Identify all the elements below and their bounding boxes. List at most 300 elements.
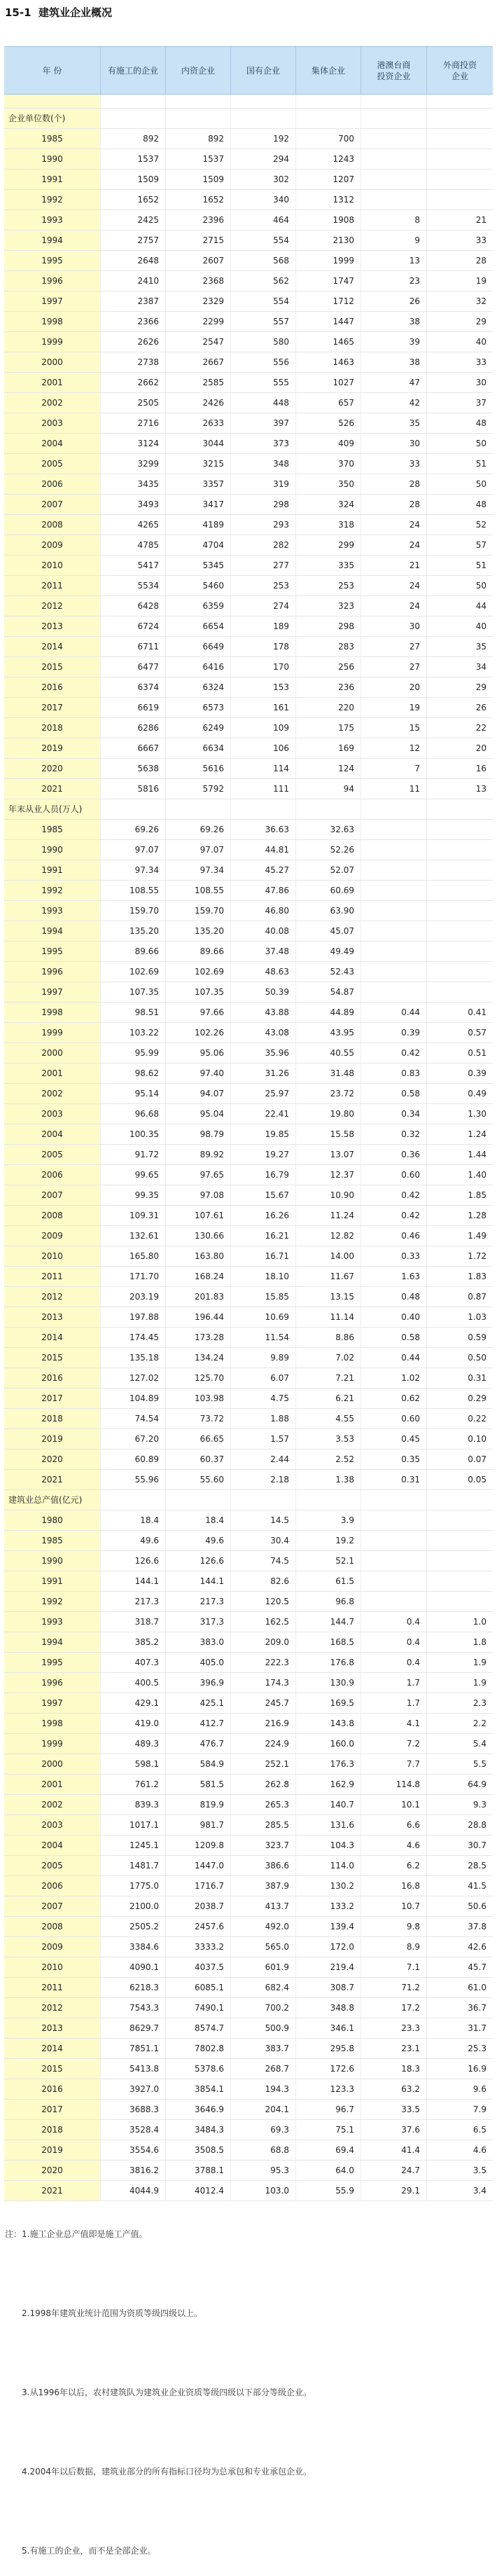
hmt-cell [361, 170, 427, 189]
empty-cell [166, 95, 231, 108]
total-cell: 4090.1 [101, 1957, 166, 1977]
state-owned-cell: 40.08 [231, 921, 296, 941]
foreign-cell: 0.29 [468, 1393, 486, 1403]
state-owned-cell: 448 [231, 393, 296, 413]
state-owned-cell: 302 [231, 170, 296, 189]
foreign-cell: 25.3 [468, 2044, 486, 2053]
state-owned-cell: 383.7 [231, 2039, 296, 2058]
total-cell: 4265 [101, 515, 166, 535]
note-item: 2.1998年建筑业统计范围为资质等级四级以上。 [22, 2308, 202, 2318]
foreign-cell: 9.6 [472, 2084, 486, 2094]
year-cell: 2018 [4, 718, 101, 738]
collective-cell: 14.00 [296, 1246, 361, 1266]
year-cell: 2021 [4, 1470, 101, 1489]
state-owned-cell: 224.9 [231, 1734, 296, 1754]
foreign-cell: 0.51 [468, 1048, 486, 1058]
foreign-cell: 0.57 [468, 1028, 486, 1038]
hmt-cell [361, 982, 427, 1002]
hmt-cell: 23.3 [361, 2018, 427, 2038]
hmt-cell: 7.1 [361, 1957, 427, 1977]
total-cell: 761.2 [101, 1775, 166, 1794]
table-row [4, 698, 493, 718]
table-row [4, 312, 493, 332]
hmt-cell [361, 129, 427, 149]
domestic-cell: 425.1 [166, 1693, 231, 1713]
foreign-cell: 1.30 [468, 1109, 486, 1119]
state-owned-cell: 15.67 [231, 1185, 296, 1205]
collective-cell: 52.43 [296, 962, 361, 982]
total-cell: 98.51 [101, 1003, 166, 1022]
domestic-cell: 2426 [166, 393, 231, 413]
foreign-cell: 1.03 [468, 1312, 486, 1322]
total-cell: 2738 [101, 352, 166, 372]
collective-cell: 104.3 [296, 1835, 361, 1855]
foreign-cell: 5.5 [472, 1759, 486, 1769]
table-row [4, 1003, 493, 1023]
hmt-cell [361, 1531, 427, 1550]
hmt-cell: 0.60 [361, 1165, 427, 1185]
foreign-cell [427, 901, 493, 921]
table-row [4, 230, 493, 251]
domestic-cell: 2457.6 [166, 1917, 231, 1936]
empty-cell [427, 109, 493, 128]
foreign-cell: 61.0 [468, 1983, 486, 1992]
year-cell: 2006 [4, 1165, 101, 1185]
domestic-cell: 5792 [166, 779, 231, 799]
notes [5, 2228, 492, 2561]
domestic-cell: 6085.1 [166, 1978, 231, 1997]
foreign-cell [427, 820, 493, 839]
state-owned-cell: 293 [231, 515, 296, 535]
domestic-cell: 5378.6 [166, 2059, 231, 2079]
foreign-cell: 0.87 [468, 1292, 486, 1302]
hmt-cell: 114.8 [361, 1775, 427, 1794]
section-label: 建筑业总产值(亿元) [4, 1490, 101, 1510]
table-row [4, 1287, 493, 1307]
year-cell: 2009 [4, 1937, 101, 1957]
empty-cell [166, 799, 231, 819]
state-owned-cell: 103.0 [231, 2181, 296, 2200]
empty-cell [101, 799, 166, 819]
total-cell: 197.88 [101, 1307, 166, 1327]
hmt-cell: 8 [361, 210, 427, 230]
hmt-cell [361, 942, 427, 961]
collective-cell: 143.8 [296, 1714, 361, 1733]
section-row [4, 109, 493, 129]
foreign-cell: 51 [475, 459, 486, 469]
empty-cell [231, 799, 296, 819]
collective-cell: 55.9 [296, 2181, 361, 2200]
collective-cell: 176.3 [296, 1754, 361, 1774]
hmt-cell: 0.60 [361, 1409, 427, 1428]
total-cell: 839.3 [101, 1795, 166, 1814]
domestic-cell: 97.08 [166, 1185, 231, 1205]
foreign-cell: 6.5 [472, 2125, 486, 2135]
state-owned-cell: 500.9 [231, 2018, 296, 2038]
year-cell: 2010 [4, 556, 101, 575]
table-header [4, 46, 493, 95]
hmt-cell: 39 [361, 332, 427, 352]
hmt-cell: 24 [361, 576, 427, 595]
total-cell: 489.3 [101, 1734, 166, 1754]
total-cell: 6667 [101, 738, 166, 758]
domestic-cell: 581.5 [166, 1775, 231, 1794]
year-cell: 2019 [4, 738, 101, 758]
table-row [4, 1307, 493, 1328]
year-cell: 1999 [4, 1023, 101, 1042]
state-owned-cell: 11.54 [231, 1328, 296, 1347]
hmt-cell: 7.2 [361, 1734, 427, 1754]
total-cell: 99.35 [101, 1185, 166, 1205]
foreign-cell: 37.8 [468, 1922, 486, 1931]
table-row [4, 1389, 493, 1409]
year-cell: 1990 [4, 840, 101, 860]
collective-cell: 4.55 [296, 1409, 361, 1428]
total-cell: 99.65 [101, 1165, 166, 1185]
domestic-cell: 3484.3 [166, 2120, 231, 2140]
domestic-cell: 163.80 [166, 1246, 231, 1266]
table-row [4, 2120, 493, 2140]
collective-cell: 7.02 [296, 1348, 361, 1368]
domestic-cell: 396.9 [166, 1673, 231, 1693]
foreign-cell: 26 [475, 703, 486, 712]
state-owned-cell: 95.3 [231, 2161, 296, 2180]
total-cell: 1652 [101, 190, 166, 209]
hmt-cell: 1.7 [361, 1673, 427, 1693]
domestic-cell: 159.70 [166, 901, 231, 921]
empty-cell [101, 109, 166, 128]
table-row [4, 1449, 493, 1470]
hmt-cell: 0.83 [361, 1063, 427, 1083]
year-cell: 1994 [4, 1632, 101, 1652]
total-cell: 127.02 [101, 1368, 166, 1388]
year-cell: 1992 [4, 190, 101, 209]
table-row [4, 1063, 493, 1084]
domestic-cell: 2299 [166, 312, 231, 331]
year-cell: 2000 [4, 1043, 101, 1063]
total-cell: 400.5 [101, 1673, 166, 1693]
foreign-cell: 1.8 [472, 1637, 486, 1647]
total-cell: 3816.2 [101, 2161, 166, 2180]
year-cell: 2013 [4, 2018, 101, 2038]
total-cell: 7543.3 [101, 1998, 166, 2018]
domestic-cell: 89.66 [166, 942, 231, 961]
domestic-cell: 97.40 [166, 1063, 231, 1083]
collective-cell: 133.2 [296, 1896, 361, 1916]
year-cell: 2000 [4, 352, 101, 372]
foreign-cell: 2.2 [472, 1719, 486, 1728]
collective-cell: 1908 [296, 210, 361, 230]
year-cell: 2017 [4, 1389, 101, 1408]
table-row [4, 149, 493, 170]
foreign-cell: 16.9 [468, 2064, 486, 2074]
state-owned-cell: 14.5 [231, 1510, 296, 1530]
hmt-cell: 1.7 [361, 1693, 427, 1713]
domestic-cell: 97.34 [166, 860, 231, 880]
year-cell: 2016 [4, 1368, 101, 1388]
state-owned-cell: 31.26 [231, 1063, 296, 1083]
foreign-cell: 19 [475, 276, 486, 286]
collective-cell: 124 [296, 759, 361, 778]
total-cell: 318.7 [101, 1612, 166, 1632]
table-row [4, 1165, 493, 1185]
table-row [4, 657, 493, 677]
table-row [4, 1653, 493, 1673]
year-cell: 2019 [4, 2140, 101, 2160]
foreign-cell [427, 149, 493, 169]
total-cell: 2100.0 [101, 1896, 166, 1916]
hmt-cell: 47 [361, 373, 427, 392]
collective-cell: 96.8 [296, 1592, 361, 1611]
total-cell: 165.80 [101, 1246, 166, 1266]
note-item [5, 2228, 147, 2240]
state-owned-cell: 9.89 [231, 1348, 296, 1368]
state-owned-cell: 43.08 [231, 1023, 296, 1042]
state-owned-cell: 204.1 [231, 2100, 296, 2119]
domestic-cell: 144.1 [166, 1571, 231, 1591]
state-owned-cell: 682.4 [231, 1978, 296, 1997]
domestic-cell: 4189 [166, 515, 231, 535]
section-row [4, 799, 493, 820]
table-row [4, 860, 493, 881]
total-cell: 144.1 [101, 1571, 166, 1591]
collective-cell: 13.15 [296, 1287, 361, 1307]
total-cell: 6218.3 [101, 1978, 166, 1997]
year-cell: 2010 [4, 1957, 101, 1977]
foreign-cell: 9.3 [472, 1800, 486, 1810]
total-cell: 7851.1 [101, 2039, 166, 2058]
state-owned-cell: 161 [231, 698, 296, 717]
year-cell: 2006 [4, 1876, 101, 1896]
note-item: 4.2004年以后数据，建筑业部分的所有指标口径均为总承包和专业承包企业。 [22, 2467, 312, 2477]
domestic-cell: 108.55 [166, 881, 231, 900]
empty-cell [427, 95, 493, 108]
hmt-cell: 38 [361, 312, 427, 331]
collective-cell: 657 [296, 393, 361, 413]
total-cell: 1481.7 [101, 1856, 166, 1875]
foreign-cell: 28 [475, 256, 486, 266]
hmt-cell: 0.34 [361, 1104, 427, 1124]
header-cell-year: 年 份 [4, 47, 101, 94]
collective-cell: 318 [296, 515, 361, 535]
total-cell: 3927.0 [101, 2079, 166, 2099]
table-row [4, 881, 493, 901]
collective-cell: 19.80 [296, 1104, 361, 1124]
state-owned-cell: 35.96 [231, 1043, 296, 1063]
year-cell: 1998 [4, 1714, 101, 1733]
data-table [4, 46, 493, 2201]
total-cell: 6374 [101, 677, 166, 697]
state-owned-cell: 253 [231, 576, 296, 595]
empty-cell [231, 95, 296, 108]
total-cell: 49.6 [101, 1531, 166, 1550]
hmt-cell: 0.42 [361, 1043, 427, 1063]
state-owned-cell: 554 [231, 230, 296, 250]
foreign-cell: 52 [475, 520, 486, 530]
foreign-cell: 1.28 [468, 1211, 486, 1220]
total-cell: 67.20 [101, 1429, 166, 1449]
domestic-cell: 107.35 [166, 982, 231, 1002]
table-row [4, 373, 493, 393]
hmt-cell: 10.1 [361, 1795, 427, 1814]
table-row [4, 495, 493, 515]
collective-cell: 1465 [296, 332, 361, 352]
domestic-cell: 1509 [166, 170, 231, 189]
hmt-cell: 30 [361, 434, 427, 453]
total-cell: 108.55 [101, 881, 166, 900]
state-owned-cell: 18.10 [231, 1267, 296, 1286]
foreign-cell: 45.7 [468, 1962, 486, 1972]
foreign-cell: 64.9 [468, 1779, 486, 1789]
total-cell: 3384.6 [101, 1937, 166, 1957]
total-cell: 97.34 [101, 860, 166, 880]
table-row [4, 352, 493, 373]
collective-cell: 15.58 [296, 1124, 361, 1144]
table-row [4, 2039, 493, 2059]
domestic-cell: 60.37 [166, 1449, 231, 1469]
year-cell: 2012 [4, 1287, 101, 1307]
collective-cell: 52.1 [296, 1551, 361, 1571]
collective-cell: 63.90 [296, 901, 361, 921]
hmt-cell: 1.63 [361, 1267, 427, 1286]
header-label-line: 企业 [451, 71, 468, 81]
hmt-cell: 0.33 [361, 1246, 427, 1266]
foreign-cell [427, 1551, 493, 1571]
year-cell: 2009 [4, 535, 101, 555]
state-owned-cell: 348 [231, 454, 296, 474]
total-cell: 1245.1 [101, 1835, 166, 1855]
collective-cell: 8.86 [296, 1328, 361, 1347]
table-row [4, 1917, 493, 1937]
state-owned-cell: 413.7 [231, 1896, 296, 1916]
collective-cell: 1447 [296, 312, 361, 331]
total-cell: 2626 [101, 332, 166, 352]
collective-cell: 298 [296, 617, 361, 636]
foreign-cell: 1.85 [468, 1190, 486, 1200]
table-row [4, 1145, 493, 1165]
hmt-cell: 0.39 [361, 1023, 427, 1042]
total-cell: 2505.2 [101, 1917, 166, 1936]
header-cell-total: 有施工的企业 [101, 47, 166, 94]
header-cell-foreign [427, 47, 493, 94]
year-cell: 1991 [4, 860, 101, 880]
foreign-cell: 40 [475, 337, 486, 347]
state-owned-cell: 47.86 [231, 881, 296, 900]
year-cell: 2003 [4, 1815, 101, 1835]
state-owned-cell: 106 [231, 738, 296, 758]
total-cell: 18.4 [101, 1510, 166, 1530]
table-row [4, 677, 493, 698]
hmt-cell [361, 190, 427, 209]
domestic-cell: 97.65 [166, 1165, 231, 1185]
year-cell: 2008 [4, 1917, 101, 1936]
hmt-cell: 11 [361, 779, 427, 799]
state-owned-cell: 162.5 [231, 1612, 296, 1632]
collective-cell: 2130 [296, 230, 361, 250]
total-cell: 3528.4 [101, 2120, 166, 2140]
hmt-cell: 24 [361, 535, 427, 555]
domestic-cell: 217.3 [166, 1592, 231, 1611]
total-cell: 5417 [101, 556, 166, 575]
table-row [4, 921, 493, 942]
hmt-cell: 7.7 [361, 1754, 427, 1774]
foreign-cell: 44 [475, 601, 486, 611]
domestic-cell: 3044 [166, 434, 231, 453]
total-cell: 2425 [101, 210, 166, 230]
section-row [4, 1490, 493, 1510]
foreign-cell: 0.39 [468, 1068, 486, 1078]
hmt-cell: 7 [361, 759, 427, 778]
collective-cell: 114.0 [296, 1856, 361, 1875]
state-owned-cell: 580 [231, 332, 296, 352]
collective-cell: 3.53 [296, 1429, 361, 1449]
year-cell: 1990 [4, 149, 101, 169]
hmt-cell [361, 921, 427, 941]
state-owned-cell: 111 [231, 779, 296, 799]
table-row [4, 474, 493, 495]
total-cell: 107.35 [101, 982, 166, 1002]
collective-cell: 1712 [296, 291, 361, 311]
year-cell: 2001 [4, 373, 101, 392]
total-cell: 6724 [101, 617, 166, 636]
table-row [4, 1795, 493, 1815]
table-row [4, 1206, 493, 1226]
domestic-cell: 3646.9 [166, 2100, 231, 2119]
hmt-cell: 16.8 [361, 1876, 427, 1896]
total-cell: 100.35 [101, 1124, 166, 1144]
year-cell: 2003 [4, 1104, 101, 1124]
table-row [4, 332, 493, 352]
domestic-cell: 7802.8 [166, 2039, 231, 2058]
table-row [4, 1348, 493, 1368]
foreign-cell: 1.9 [472, 1658, 486, 1667]
total-cell: 69.26 [101, 820, 166, 839]
table-row [4, 1673, 493, 1693]
year-cell [4, 95, 101, 108]
year-cell: 1994 [4, 230, 101, 250]
collective-cell: 299 [296, 535, 361, 555]
foreign-cell: 28.8 [468, 1820, 486, 1830]
year-cell: 2007 [4, 1185, 101, 1205]
year-cell: 1992 [4, 881, 101, 900]
total-cell: 159.70 [101, 901, 166, 921]
total-cell: 2757 [101, 230, 166, 250]
domestic-cell: 130.66 [166, 1226, 231, 1246]
foreign-cell [427, 921, 493, 941]
state-owned-cell: 700.2 [231, 1998, 296, 2018]
foreign-cell: 0.49 [468, 1089, 486, 1098]
hmt-cell: 10.7 [361, 1896, 427, 1916]
foreign-cell: 20 [475, 743, 486, 753]
foreign-cell: 35 [475, 642, 486, 652]
collective-cell: 130.2 [296, 1876, 361, 1896]
hmt-cell: 24 [361, 515, 427, 535]
table-row [4, 1409, 493, 1429]
collective-cell: 13.07 [296, 1145, 361, 1164]
domestic-cell: 4012.4 [166, 2181, 231, 2200]
table-row [4, 1835, 493, 1856]
hmt-cell [361, 1592, 427, 1611]
collective-cell: 49.49 [296, 942, 361, 961]
empty-cell [361, 1490, 427, 1510]
table-body [4, 109, 493, 2201]
year-cell: 1985 [4, 129, 101, 149]
foreign-cell: 0.41 [468, 1007, 486, 1017]
total-cell: 3554.6 [101, 2140, 166, 2160]
table-row [4, 1023, 493, 1043]
total-cell: 203.19 [101, 1287, 166, 1307]
foreign-cell [427, 1571, 493, 1591]
